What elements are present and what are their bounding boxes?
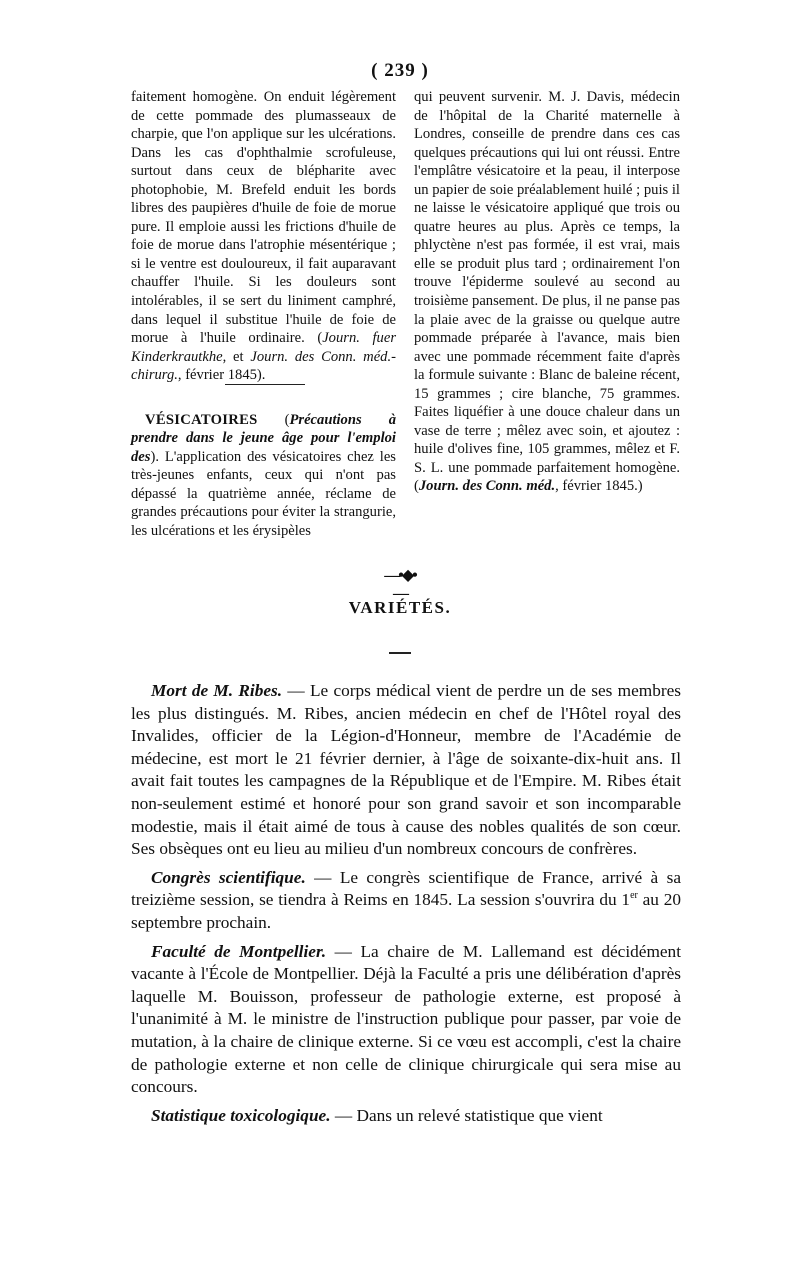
statistique-paragraph [131,1105,681,1128]
citation-journ-conn-med: Journ. des Conn. méd. [418,478,556,495]
left-column [131,88,396,541]
vesicatoires-open: ( [257,411,290,428]
congres-sup: er [630,890,638,902]
statistique-title: Statistique toxicologique. [151,1105,331,1125]
congres-text-a: — Le congrès scientifique de France, arrivé à sa treizième session, se tiendra à Reims en 1845. La session s'ouvrira du 1 [131,867,681,910]
varietes-section [131,680,681,1133]
citation-kinder: Journ. fuer Kinderkrautkhe [131,330,397,365]
statistique-text: — Dans un relevé statistique que vient [330,1105,603,1125]
congres-paragraph [131,867,681,935]
page-number: ( 239 ) [371,60,429,81]
ornament-divider: —•◆•— [384,567,416,602]
congres-title: Congrès scientifique. [151,867,306,887]
column-divider-rule [225,384,305,385]
citation-date: , février 1845). [177,367,266,384]
section-title: VARIÉTÉS. [348,598,452,617]
brefeld-paragraph [131,88,396,385]
davis-text: qui peuvent survenir. M. J. Davis, médecin de l'hôpital de la Charité maternelle à Londres, conseille de prendre dans ces cas quelques précautions qui lui ont réussi. Entre l'emplâtre vésicatoire et la peau, il interpose un papier de soie préalablement huilé ; puis il ne laisse le vésicatoire appliqué que trois ou quatre heures au plus. Après ce temps, la phlyctène n'est pas formée, il est vrai, mais elle se produit plus tard ; ordinairement l'on trouve l'épiderme soulevé au second au troisième pansement. De plus, il ne panse pas la plaie avec de la graisse ou quelque autre pommade préparée à l'avance, mais bien avec une pommade récemment faite d'après la formule suivante : Blanc de baleine récent, 15 grammes ; cire blanche, 75 grammes. Faites liquéfier à une douce chaleur dans un vase de terre ; mêlez avec soin, et ajoutez : huile d'olives fine, 105 grammes, mêlez et F. S. L. une pommade parfaitement homogène. ( [414,89,680,495]
citation-journ-conn: Journ. des Conn. méd.-chirurg. [131,348,396,384]
citation-joiner: , et [222,348,251,365]
ribes-title: Mort de M. Ribes. [151,681,283,700]
vesicatoires-subtitle: Précautions à prendre dans le jeune âge pour l'emploi des [131,411,396,465]
brefeld-text: faitement homogène. On enduit légèrement de cette pommade des plumasseaux de charpie, que l'on applique sur les ulcérations. Dans les cas d'ophthalmie scrofuleuse, surtout dans ceux de blépharite avec photophobie, M. Brefeld enduit les bords libres des paupières d'huile de foie de morue pure. Il emploie aussi les frictions d'huile de foie de morue dans l'atrophie mésentérique ; si le ventre est douloureux, il fait auparavant chauffer l'huile. Si les douleurs sont intolérables, il se sert du liniment camphré, dans lequel il substitue l'huile de foie de morue à l'huile ordinaire. ( [131,89,396,347]
section-rule [389,652,411,654]
montpellier-title: Faculté de Montpellier. [151,941,327,961]
vesicatoires-paragraph [131,411,396,541]
montpellier-text: — La chaire de M. Lallemand est décidément vacante à l'École de Montpellier. Déjà la Faculté a pris une délibération d'après laquelle M. Bouisson, professeur de pathologie externe, est proposé à l'unanimité à M. le ministre de l'instruction publique pour passer, par voie de mutation, à la chaire de clinique externe. Si ce vœu est accompli, c'est la chaire de pathologie externe et non celle de clinique chirurgicale qui sera mise au concours. [131,941,681,1097]
citation-date-right: , février 1845.) [555,478,643,495]
ribes-text: — Le corps médical vient de perdre un de ses membres les plus distingués. M. Ribes, ancien médecin en chef de l'Hôtel royal des Invalides, officier de la Légion-d'Honneur, membre de l'Académie de médecine, est mort le 21 février dernier, à l'âge de soixante-dix-huit ans. Il avait fait toutes les campagnes de la République et de l'Empire. M. Ribes était non-seulement estimé et honoré pour son grand savoir et son incomparable modestie, mais il était aimé de tous à cause des nobles qualités de son cœur. Ses obsèques ont eu lieu au milieu d'un nombreux concours de confrères. [131,681,681,859]
montpellier-paragraph [131,941,681,1099]
right-column [414,88,680,496]
vesicatoires-heading: VÉSICATOIRES [145,411,258,428]
ribes-paragraph [131,680,681,861]
davis-paragraph [414,88,680,496]
congres-text-b: au 20 septembre prochain. [131,890,681,932]
vesicatoires-text: ). L'application des vésicatoires chez les très-jeunes enfants, ceux qui n'ont pas dépassé la quatrième année, réclame de grandes précautions pour éviter la strangurie, les ulcérations et les érysipèles [131,448,396,540]
